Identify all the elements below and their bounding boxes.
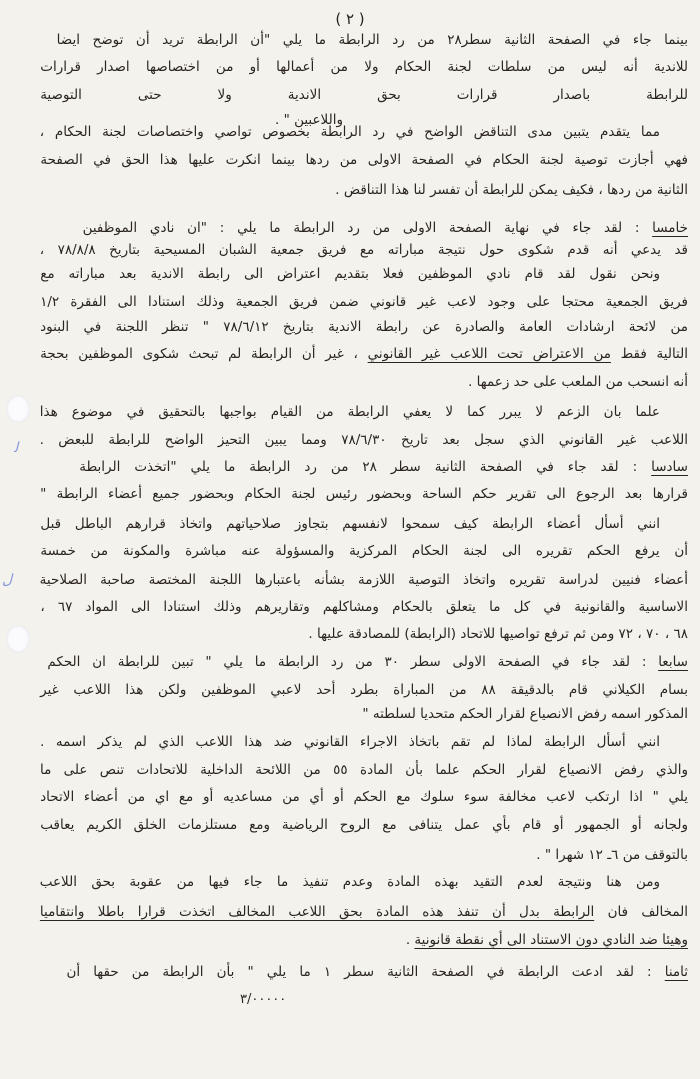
text-segment: . bbox=[405, 932, 415, 948]
text-segment: ومن هنا ونتيجة لعدم التقيد بهذه المادة وعدم تنفيذ ما جاء فيها من عقوبة بحق اللاعب bbox=[39, 874, 660, 890]
text-line bbox=[40, 760, 688, 780]
text-segment: انني أسأل أعضاء الرابطة كيف سمحوا لانفسهم بتجاوز صلاحياتهم واتخاذ قرارهم الباطل قبل bbox=[40, 516, 660, 532]
text-line bbox=[40, 787, 688, 807]
text-segment: المخالف فان bbox=[594, 904, 688, 920]
text-line bbox=[40, 872, 660, 892]
text-segment: أعضاء فنيين لدراسة تقريره واتخاذ التوصية اللازمة بشأنه باعتبارها اللجنة المختصة صاحبة الصلاحية bbox=[39, 572, 688, 588]
underlined-text: سابعا bbox=[658, 654, 688, 670]
text-segment: : لقد جاء في نهاية الصفحة الاولى من رد الرابطة ما يلي : "ان نادي الموظفين bbox=[82, 220, 653, 236]
underlined-text: سادسا bbox=[651, 459, 688, 475]
page-number: ( ٢ ) bbox=[335, 10, 365, 28]
handwritten-blue-mark: ﻟ bbox=[14, 440, 19, 456]
text-line bbox=[40, 541, 688, 561]
text-line bbox=[40, 732, 660, 752]
text-line bbox=[536, 845, 688, 865]
handwritten-blue-mark: ﻝ bbox=[2, 572, 13, 588]
text-line bbox=[40, 570, 688, 590]
underlined-text: وهيئا ضد النادي دون الاستناد الى أي نقطة قانونية bbox=[414, 932, 688, 948]
text-line bbox=[40, 240, 688, 260]
text-segment: المذكور اسمه رفض الانصياع لقرار الحكم متحديا لسلطته " bbox=[362, 706, 688, 722]
text-line bbox=[308, 624, 688, 644]
text-segment: أن يرفع الحكم تقريره الى لجنة الحكام المركزية والمسؤولة عنه مباشرة والمكونة من خمسة bbox=[40, 543, 688, 559]
text-segment: ، غير أن الرابطة لم تبحث شكوى الموظفين بحجة bbox=[40, 346, 368, 362]
text-line bbox=[335, 180, 688, 200]
text-segment: ونحن نقول لقد قام نادي الموظفين فعلا بتقديم اعتراض الى رابطة الاندية بعد مباراته مع bbox=[40, 266, 660, 282]
text-segment: من لائحة ارشادات العامة والصادرة عن رابطة الاندية بتاريخ ٧٨/٦/١٢ " تنظر اللجنة في البنود bbox=[40, 319, 688, 335]
text-line bbox=[40, 402, 660, 422]
page-reference: ٣/٠٠٠٠٠ bbox=[240, 992, 287, 1007]
text-segment: ولجانه أو الجمهور أو قام بأي عمل يتنافى مع الروح الرياضية ومع مستلزمات الخلق الكريم يعاقب bbox=[40, 817, 688, 833]
text-segment: والذي رفض الانصياع لقرار الحكم علما بأن المادة ٥٥ من اللائحة الداخلية للاتحادات تنص على ما bbox=[39, 762, 688, 778]
text-line bbox=[40, 150, 688, 170]
text-segment: قرارها بعد الرجوع الى تقرير حكم الساحة وبحضور رئيس لجنة الحكام وبحضور جميع أعضاء الرابطة " bbox=[40, 486, 688, 502]
text-line bbox=[57, 30, 688, 50]
text-segment: واللاعبين " . bbox=[274, 112, 343, 128]
text-segment: اللاعب غير القانوني الذي سجل بعد تاريخ ٧٨/٦/٣٠ ومما يبين التحيز الواضح للرابطة للبعض . bbox=[39, 432, 688, 448]
text-segment: بينما جاء في الصفحة الثانية سطر٢٨ من رد الرابطة ما يلي "أن الرابطة تريد أن توضح ايضا bbox=[56, 32, 688, 48]
text-segment: انني أسأل الرابطة لماذا لم تقم باتخاذ الاجراء القانوني ضد هذا اللاعب الذي لم يذكر اسمه . bbox=[40, 734, 660, 750]
text-segment: : لقد جاء في الصفحة الاولى سطر ٣٠ من رد الرابطة ما يلي " تبين للرابطة ان الحكم bbox=[47, 654, 659, 670]
text-line bbox=[40, 902, 688, 922]
text-segment: : لقد ادعت الرابطة في الصفحة الثانية سطر ١ ما يلي " بأن الرابطة من حقها أن bbox=[66, 964, 665, 980]
text-segment: بالتوقف من ٦ـ ١٢ شهرا " . bbox=[536, 847, 688, 863]
text-line bbox=[79, 457, 688, 477]
text-line bbox=[40, 597, 688, 617]
text-segment: ٦٨ ، ٧٠ ، ٧٢ ومن ثم ترفع تواصيها للاتحاد (الرابطة) للمصادقة عليها . bbox=[308, 626, 688, 642]
text-line bbox=[40, 292, 688, 312]
text-segment: فهي أجازت توصية لجنة الحكام في الصفحة الاولى من ردها بينما انكرت عليها هذا الحق في الصفحة bbox=[40, 152, 688, 168]
text-segment: مما يتقدم يتبين مدى التناقض الواضح في رد الرابطة بخصوص تواصي واختصاصات لجنة الحكام ، bbox=[39, 124, 660, 140]
text-segment: قد يدعي أنه قدم شكوى حول نتيجة مباراته مع فريق جمعية الشبان المسيحية بتاريخ ٧٨/٨/٨ ، bbox=[39, 242, 688, 258]
punch-hole-mark bbox=[6, 395, 30, 423]
text-segment: علما بان الزعم لا يبرر كما لا يعفي الرابطة من القيام بواجبها بالتحقيق في موضوع هذا bbox=[39, 404, 660, 420]
underlined-text: خامسا bbox=[652, 220, 688, 236]
text-line bbox=[40, 815, 688, 835]
text-line bbox=[40, 430, 688, 450]
text-line bbox=[40, 484, 688, 504]
text-line bbox=[40, 264, 660, 284]
text-segment: الثانية من ردها ، فكيف يمكن للرابطة أن تفسر لنا هذا التناقض . bbox=[335, 182, 688, 198]
text-line bbox=[40, 514, 660, 534]
text-line bbox=[40, 85, 688, 105]
text-segment: : لقد جاء في الصفحة الثانية سطر ٢٨ من رد الرابطة ما يلي "اتخذت الرابطة bbox=[79, 459, 652, 475]
text-segment: للرابطة باصدار قرارات بحق الاندية ولا حتى التوصية bbox=[40, 87, 688, 103]
text-line bbox=[406, 930, 688, 950]
text-line bbox=[40, 122, 660, 142]
underlined-text: من الاعتراض تحت اللاعب غير القانوني bbox=[367, 346, 611, 362]
text-line bbox=[40, 680, 688, 700]
text-segment: للاندية أنه ليس من سلطات لجنة الحكام ولا من أعمالها أو من اختصاصها اصدار قرارات bbox=[40, 59, 688, 75]
text-line bbox=[66, 962, 688, 982]
text-line bbox=[40, 344, 688, 364]
text-line bbox=[362, 704, 688, 724]
text-segment: الاساسية والقانونية في كل ما يتعلق بالحكام ومشاكلهم وتقاريرهم وذلك استنادا الى المواد ٦٧ ، bbox=[40, 599, 688, 615]
text-line bbox=[47, 652, 688, 672]
text-line bbox=[83, 218, 688, 238]
underlined-text: ثامنا bbox=[664, 964, 688, 980]
text-line bbox=[40, 57, 688, 77]
text-segment: يلي " اذا ارتكب لاعب مخالفة سوء سلوك مع الحكم أو أي من مساعديه أو مع اي من أعضاء الاتحاد bbox=[40, 789, 688, 805]
text-segment: التالية فقط bbox=[610, 346, 688, 362]
punch-hole-mark bbox=[6, 625, 30, 653]
text-segment: فريق الجمعية محتجا على وجود لاعب غير قانوني ضمن فريق الجمعية وذلك استنادا الى الفقرة ١/٢ bbox=[40, 294, 688, 310]
text-segment: بسام الكيلاني قام بالدقيقة ٨٨ من المباراة بطرد أحد لاعبي الموظفين ولكن هذا اللاعب غير bbox=[40, 682, 688, 698]
text-line bbox=[468, 372, 688, 392]
text-line bbox=[40, 317, 688, 337]
text-segment: أنه انسحب من الملعب على حد زعمها . bbox=[468, 374, 688, 390]
underlined-text: الرابطة بدل أن تنفذ هذه المادة بحق اللاعب المخالف اتخذت قرارا باطلا وانتقاميا bbox=[39, 904, 595, 920]
